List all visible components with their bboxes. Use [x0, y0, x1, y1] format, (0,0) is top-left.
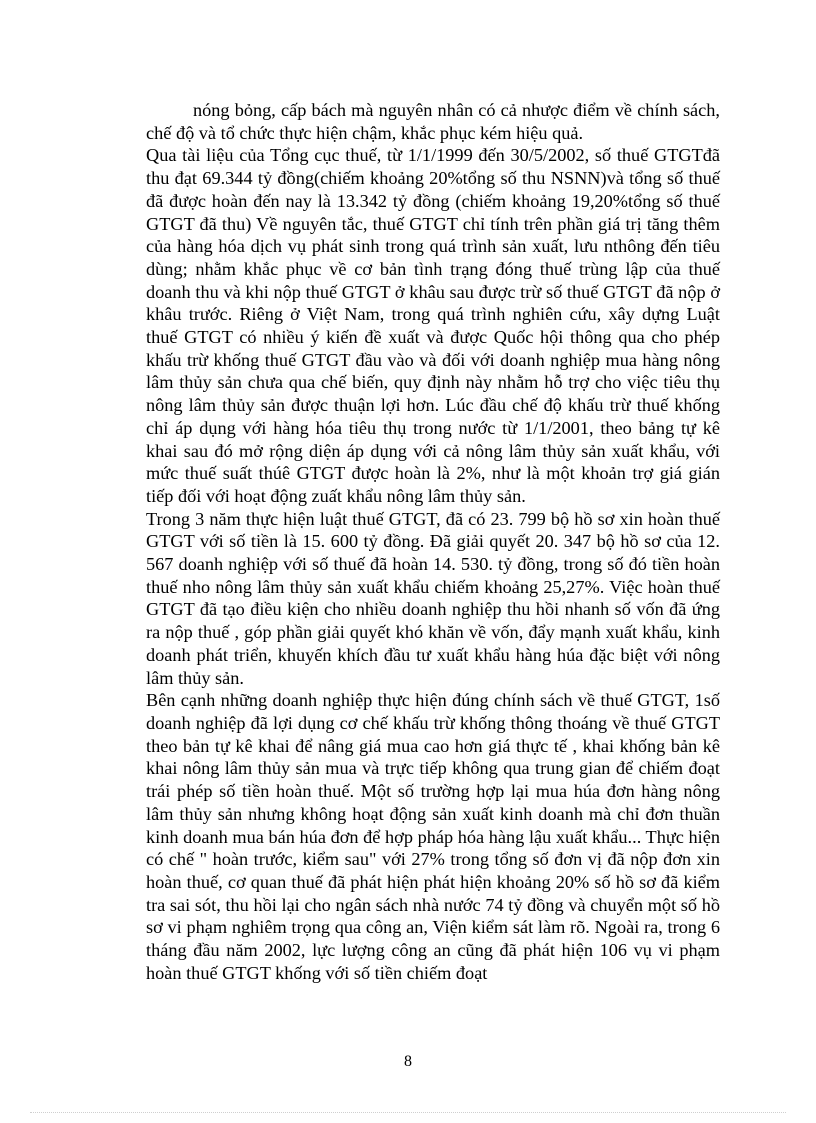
body-text — [146, 99, 720, 984]
paragraph-1: nóng bỏng, cấp bách mà nguyên nhân có cả nhược điểm về chính sách, chế độ và tổ chức thực hiện chậm, khắc phục kém hiệu quả. — [146, 100, 720, 143]
paragraph-2: Qua tài liệu của Tổng cục thuế, từ 1/1/1999 đến 30/5/2002, số thuế GTGTđã thu đạt 69.344 tỷ đồng(chiếm khoảng 20%tổng số thu NSNN)và tổng số thuế đã được hoàn đến nay là 13.342 tỷ đồng (chiếm khoảng 19,20%tổng số thuế GTGT đã thu) Về nguyên tắc, thuế GTGT chỉ tính trên phần giá trị tăng thêm của hàng hóa dịch vụ phát sinh trong quá trình sản xuất, lưu nthông đến tiêu dùng; nhằm khắc phục về cơ bản tình trạng đóng thuế trùng lập của thuế doanh thu và khi nộp thuế GTGT ở khâu sau được trừ số thuế GTGT đã nộp ở khâu trước. Riêng ở Việt Nam, trong quá trình nghiên cứu, xây dựng Luật thuế GTGT có nhiều ý kiến đề xuất và được Quốc hội thông qua cho phép khấu trừ khống thuế GTGT đầu vào và đối với doanh nghiệp mua hàng nông lâm thủy sản chưa qua chế biến, quy định này nhằm hỗ trợ cho việc tiêu thụ nông lâm thủy sản được thuận lợi hơn. Lúc đầu chế độ khấu trừ thuế khống chỉ áp dụng với hàng hóa tiêu thụ trong nước từ 1/1/2001, theo bảng tự kê khai sau đó mở rộng diện áp dụng với cả nông lâm thủy sản xuất khẩu, với mức thuế suất thúê GTGT được hoàn là 2%, như là một khoản trợ giá gián tiếp đối với hoạt động zuất khẩu nông lâm thủy sản. — [146, 145, 720, 506]
page-bottom-divider — [30, 1112, 786, 1113]
paragraph-4: Bên cạnh những doanh nghiệp thực hiện đúng chính sách về thuế GTGT, 1số doanh nghiệp đã lợi dụng cơ chế khấu trừ khống thông thoáng về thuế GTGT theo bản tự kê khai để nâng giá mua cao hơn giá thực tế , khai khống bản kê khai nông lâm thủy sản mua và trực tiếp không qua trung gian để chiếm đoạt trái phép số tiền hoàn thuế. Một số trường hợp lại mua húa đơn hàng nông lâm thủy sản nhưng không hoạt động sản xuất kinh doanh mà chỉ đơn thuần kinh doanh mua bán húa đơn để hợp pháp hóa hàng lậu xuất khẩu... Thực hiện có chế " hoàn trước, kiểm sau" với 27% trong tổng số đơn vị đã nộp đơn xin hoàn thuế, cơ quan thuế đã phát hiện phát hiện khoảng 20% số hồ sơ đã kiểm tra sai sót, thu hồi lại cho ngân sách nhà nước 74 tỷ đồng và chuyển một số hồ sơ vi phạm nghiêm trọng qua công an, Viện kiểm sát làm rõ. Ngoài ra, trong 6 tháng đầu năm 2002, lực lượng công an cũng đã phát hiện 106 vụ vi phạm hoàn thuế GTGT khống với số tiền chiếm đoạt — [146, 690, 720, 983]
paragraph-3: Trong 3 năm thực hiện luật thuế GTGT, đã có 23. 799 bộ hồ sơ xin hoàn thuế GTGT với số tiền là 15. 600 tỷ đồng. Đã giải quyết 20. 347 bộ hồ sơ của 12. 567 doanh nghiệp với số thuế đã hoàn 14. 530. tỷ đồng, trong số đó tiền hoàn thuế nho nông lâm thủy sản xuất khẩu chiếm khoảng 25,27%. Việc hoàn thuế GTGT đã tạo điều kiện cho nhiều doanh nghiệp thu hồi nhanh số vốn đã ứng ra nộp thuế , góp phần giải quyết khó khăn về vốn, đẩy mạnh xuất khẩu, kinh doanh phát triển, khuyến khích đầu tư xuất khẩu hàng húa đặc biệt với nông lâm thủy sản. — [146, 508, 720, 688]
page-number: 8 — [404, 1053, 412, 1070]
